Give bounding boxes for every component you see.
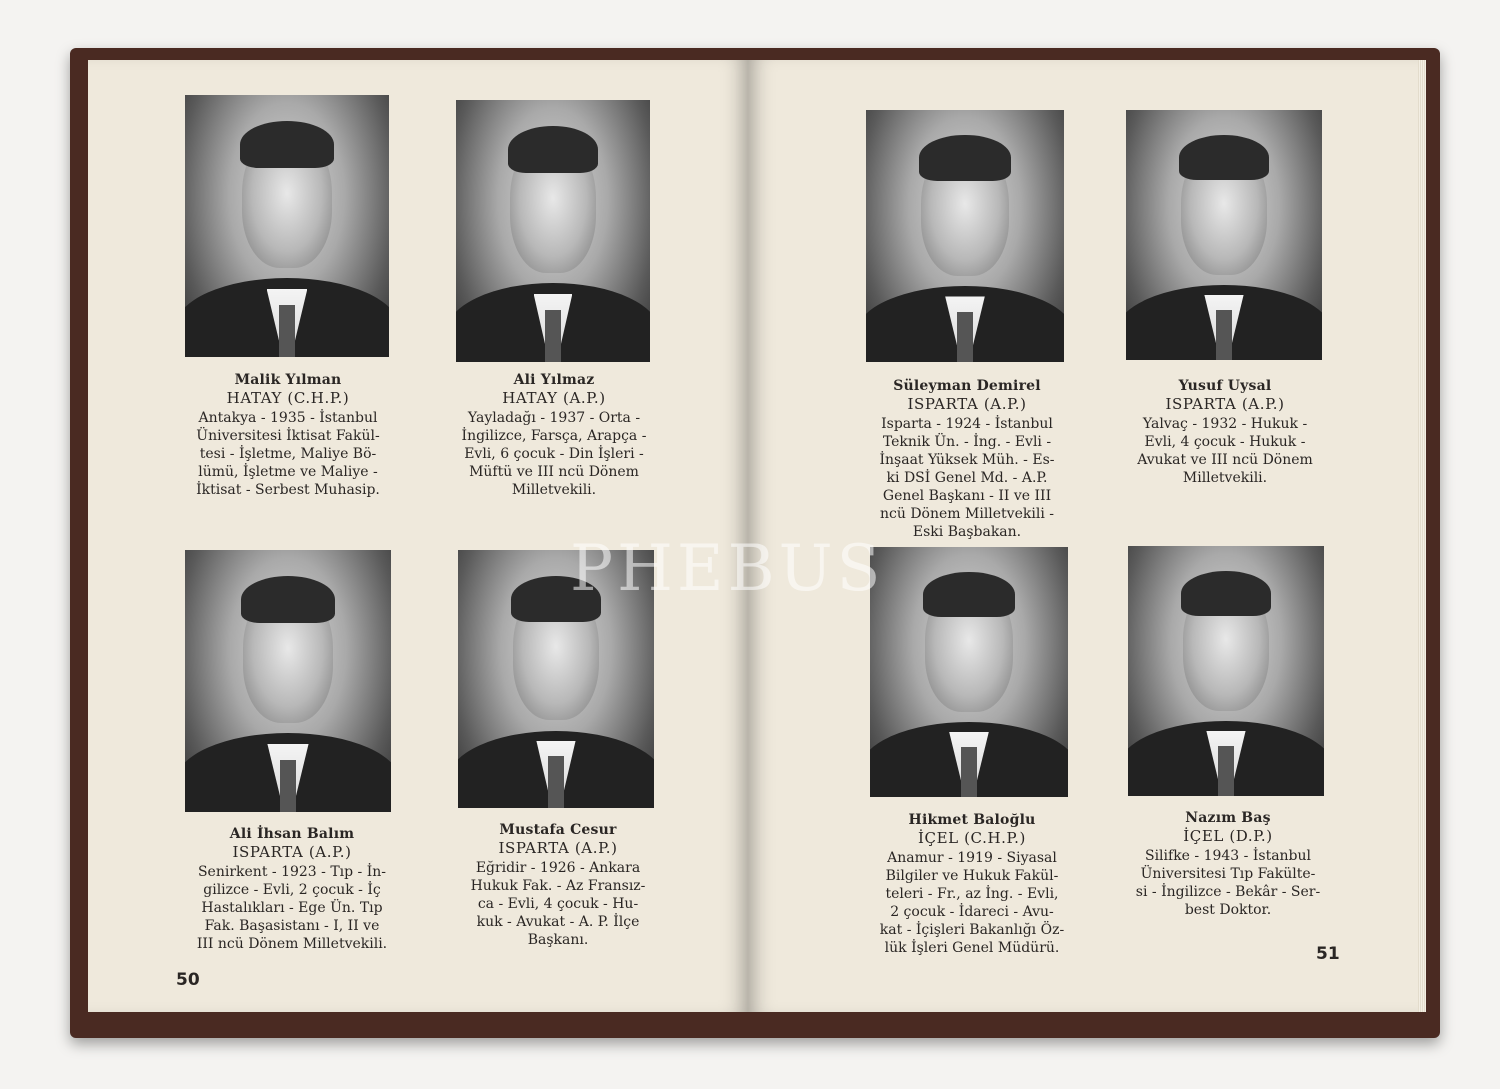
member-district: ISPARTA (A.P.) [907, 395, 1027, 413]
member-entry [440, 822, 676, 949]
portrait-photo [1126, 110, 1322, 360]
member-name: Hikmet Baloğlu [908, 812, 1036, 828]
member-bio: Antakya - 1935 - İstanbul Üniversitesi İktisat Fakül- tesi - İşletme, Maliye Bö- lümü, İşletme ve Maliye - İktisat - Serbest Muhasip. [196, 410, 380, 498]
member-name: Mustafa Cesur [499, 822, 617, 838]
member-district: ISPARTA (A.P.) [1165, 395, 1285, 413]
member-name: Süleyman Demirel [893, 378, 1041, 394]
member-entry [1114, 810, 1342, 919]
member-bio: Eğridir - 1926 - Ankara Hukuk Fak. - Az Fransız- ca - Evli, 4 çocuk - Hu- kuk - Avukat - A. P. İlçe Başkanı. [470, 860, 646, 948]
watermark-text: PHEBUS [570, 532, 885, 606]
portrait-photo [456, 100, 650, 362]
portrait-photo [185, 550, 391, 812]
member-district: ISPARTA (A.P.) [498, 839, 618, 857]
member-entry [168, 826, 416, 953]
member-district: HATAY (A.P.) [502, 389, 606, 407]
member-district: İÇEL (C.H.P.) [918, 829, 1026, 847]
member-bio: Senirkent - 1923 - Tıp - İn- gilizce - Evli, 2 çocuk - İç Hastalıkları - Ege Ün. Tıp Fak. Başasistanı - I, II ve III ncü Dönem Milletvekili. [196, 864, 388, 952]
member-name: Ali İhsan Balım [229, 826, 355, 842]
member-entry [1110, 378, 1340, 487]
page-number: 51 [1316, 944, 1340, 964]
member-bio: Silifke - 1943 - İstanbul Üniversitesi Tıp Fakülte- si - İngilizce - Bekâr - Ser- best Doktor. [1135, 848, 1321, 918]
member-bio: Yayladağı - 1937 - Orta - İngilizce, Farsça, Arapça - Evli, 6 çocuk - Din İşleri - Müftü ve III ncü Dönem Milletvekili. [461, 410, 647, 498]
member-bio: Yalvaç - 1932 - Hukuk - Evli, 4 çocuk - Hukuk - Avukat ve III ncü Dönem Milletvekili. [1137, 416, 1313, 486]
member-bio: Isparta - 1924 - İstanbul Teknik Ün. - İng. - Evli - İnşaat Yüksek Müh. - Es- ki DSİ Genel Md. - A.P. Genel Başkanı - II ve III ncü Dönem Milletvekili - Eski Başbakan. [879, 416, 1055, 540]
member-district: ISPARTA (A.P.) [232, 843, 352, 861]
member-bio: Anamur - 1919 - Siyasal Bilgiler ve Hukuk Fakül- teleri - Fr., az İng. - Evli, 2 çocuk - İdareci - Avu- kat - İçişleri Bakanlığı Öz- lük İşleri Genel Müdürü. [879, 850, 1065, 956]
portrait-photo [1128, 546, 1324, 796]
member-name: Nazım Baş [1185, 810, 1271, 826]
portrait-photo [866, 110, 1064, 362]
portrait-photo [870, 547, 1068, 797]
member-entry [158, 372, 418, 499]
member-district: HATAY (C.H.P.) [226, 389, 350, 407]
page-number: 50 [176, 970, 200, 990]
member-entry [852, 812, 1092, 957]
member-entry [846, 378, 1088, 541]
member-name: Malik Yılman [234, 372, 342, 388]
member-district: İÇEL (D.P.) [1183, 827, 1273, 845]
member-name: Yusuf Uysal [1178, 378, 1272, 394]
member-name: Ali Yılmaz [513, 372, 595, 388]
member-entry [434, 372, 674, 499]
portrait-photo [185, 95, 389, 357]
